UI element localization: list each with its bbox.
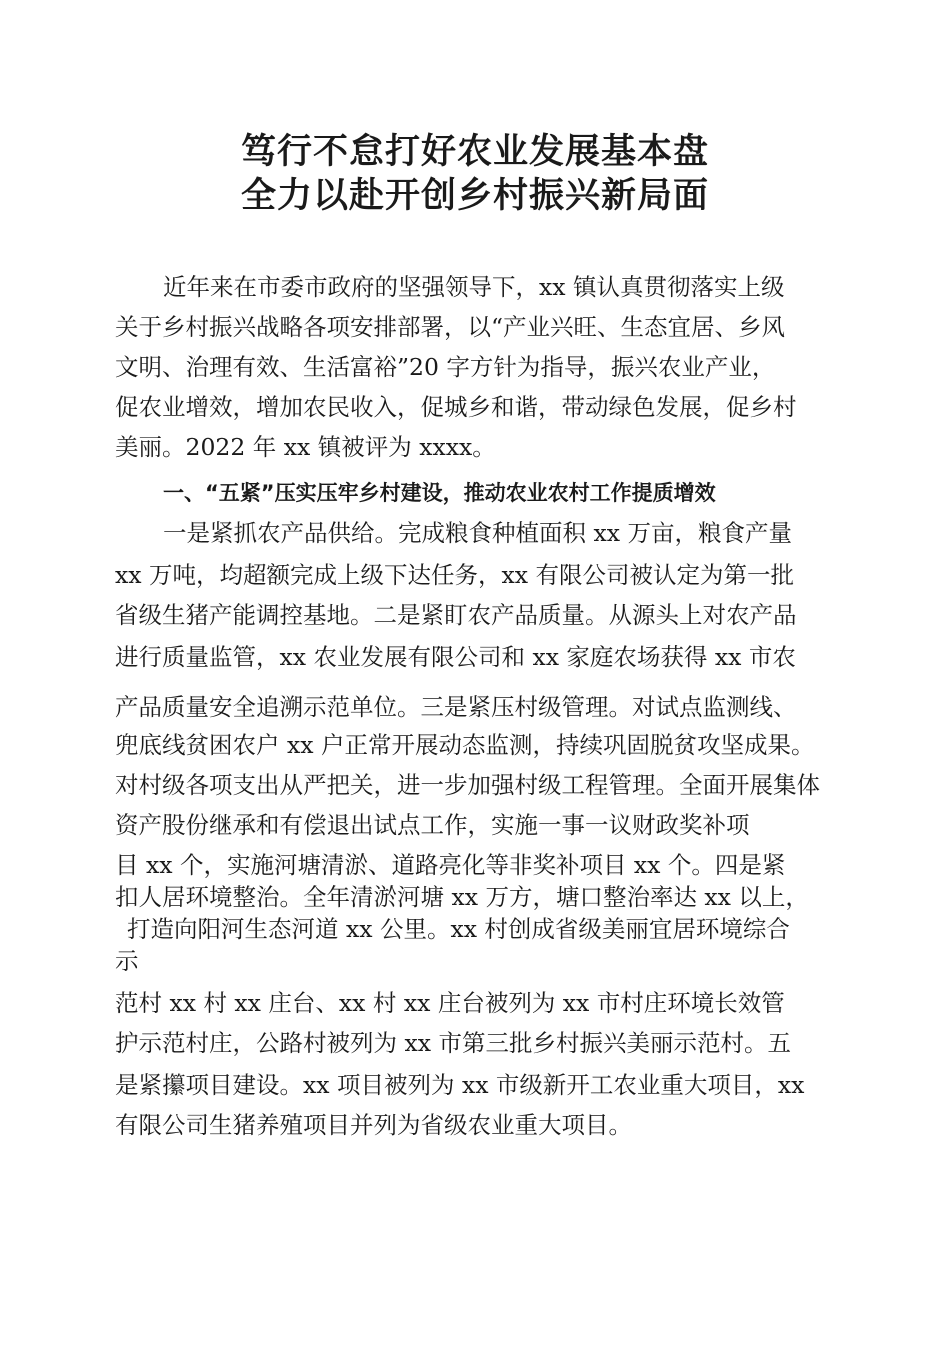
- section-1-heading: 一、“五紧”压实压牢乡村建设，推动农业农村工作提质增效: [163, 481, 716, 505]
- intro-line: 促农业增效，增加农民收入，促城乡和谐，带动绿色发展，促乡村: [115, 393, 797, 421]
- body-line: 一是紧抓农产品供给。完成粮食种植面积 xx 万亩，粮食产量: [163, 519, 792, 547]
- intro-line: 美丽。2022 年 xx 镇被评为 xxxx。: [115, 433, 496, 461]
- body-line: 范村 xx 村 xx 庄台、xx 村 xx 庄台被列为 xx 市村庄环境长效管: [115, 989, 785, 1017]
- body-line: 扣人居环境整治。全年清淤河塘 xx 万方，塘口整治率达 xx 以上，: [115, 883, 809, 911]
- body-line: 护示范村庄，公路村被列为 xx 市第三批乡村振兴美丽示范村。五: [115, 1029, 791, 1057]
- body-line: 产品质量安全追溯示范单位。三是紧压村级管理。对试点监测线、: [115, 693, 797, 721]
- body-line: 示: [115, 947, 139, 975]
- intro-line: 文明、治理有效、生活富裕”20 字方针为指导，振兴农业产业，: [115, 353, 776, 381]
- intro-line: 关于乡村振兴战略各项安排部署，以“产业兴旺、生态宜居、乡风: [115, 313, 786, 341]
- intro-line: 近年来在市委市政府的坚强领导下，xx 镇认真贯彻落实上级: [163, 273, 785, 301]
- body-line: 资产股份继承和有偿退出试点工作，实施一事一议财政奖补项: [115, 811, 750, 839]
- body-line: 兜底线贫困农户 xx 户正常开展动态监测，持续巩固脱贫攻坚成果。: [115, 731, 815, 759]
- body-line: 目 xx 个，实施河塘清淤、道路亮化等非奖补项目 xx 个。四是紧: [115, 851, 786, 879]
- body-line: 打造向阳河生态河道 xx 公里。xx 村创成省级美丽宜居环境综合: [127, 915, 790, 943]
- body-line: 进行质量监管，xx 农业发展有限公司和 xx 家庭农场获得 xx 市农: [115, 643, 796, 671]
- body-line: 有限公司生猪养殖项目并列为省级农业重大项目。: [115, 1111, 632, 1139]
- body-line: 省级生猪产能调控基地。二是紧盯农产品质量。从源头上对农产品: [115, 601, 797, 629]
- body-line: xx 万吨，均超额完成上级下达任务，xx 有限公司被认定为第一批: [115, 561, 794, 589]
- title-line-1: 笃行不怠打好农业发展基本盘: [240, 132, 709, 172]
- title-line-2: 全力以赴开创乡村振兴新局面: [240, 176, 709, 216]
- body-line: 对村级各项支出从严把关，进一步加强村级工程管理。全面开展集体: [115, 771, 820, 799]
- body-line: 是紧攥项目建设。xx 项目被列为 xx 市级新开工农业重大项目，xx: [115, 1071, 805, 1099]
